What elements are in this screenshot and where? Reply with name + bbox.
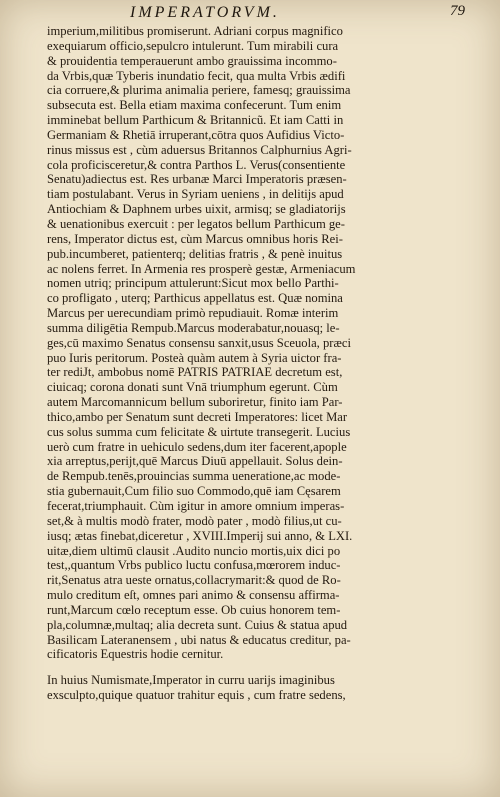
text-line: mulo creditum eſt, omnes pari animo & consensu affirma- bbox=[47, 588, 340, 603]
text-line: imperium,militibus promiserunt. Adriani corpus magnifico bbox=[47, 24, 343, 38]
text-line: runt,Marcum cœlo receptum esse. Ob cuius honorem tem- bbox=[47, 602, 341, 617]
text-line: uitæ,diem ultimū clausit .Audito nuncio mortis,uix dici po bbox=[47, 543, 341, 558]
text-line: Basilicam Lateranensem , ubi natus & educatus creditur, pa- bbox=[47, 632, 351, 647]
text-line: tiam postulabant. Verus in Syriam ueniens , in delitijs apud bbox=[47, 187, 344, 202]
running-head bbox=[0, 2, 500, 24]
text-line: nomen utriq; principum attulerunt:Sicut mox bello Parthi- bbox=[47, 276, 339, 291]
text-line: Marcus per uerecundiam primò repudiauit. Romæ interim bbox=[47, 306, 339, 321]
running-title: IMPERATORVM. bbox=[130, 4, 280, 21]
text-line: uerò cum fratre in uehiculo sedens,dum iter facerent,apople bbox=[47, 439, 347, 454]
text-line: imminebat bellum Parthicum & Britannicũ. Et iam Catti in bbox=[47, 113, 344, 128]
text-line: rens, Imperator dictus est, cùm Marcus omnibus horis Rei- bbox=[47, 231, 343, 246]
text-line: iusq; ætas finebat,diceretur , XVIII.Imperij sui anno, & LXI. bbox=[47, 528, 353, 543]
text-line: ciuicaq; corona donati sunt Vnā triumphum egerunt. Cùm bbox=[47, 380, 338, 395]
text-line: fecerat,triumphauit. Cùm igitur in amore omnium imperas- bbox=[47, 499, 345, 513]
text-line: ges,cū maximo Senatus consensu sanxit,usus Sceuola, præci bbox=[47, 335, 351, 350]
coin-paragraph bbox=[47, 673, 475, 703]
text-line: rinus missus est , cùm aduersus Britannos Calphurnius Agri- bbox=[47, 142, 352, 157]
text-line: da Vrbis,quæ Tyberis inundatio fecit, qua multa Vrbis ædifi bbox=[47, 68, 346, 83]
text-line: & prouidentia temperauerunt ambo grauissima incommo- bbox=[47, 53, 337, 68]
text-line: cus solus summa cum felicitate & uirtute transegerit. Lucius bbox=[47, 424, 351, 439]
text-line: exequiarum officio,sepulcro intulerunt. Tum mirabili cura bbox=[47, 38, 339, 53]
text-line: & uenationibus exercuit : per legatos bellum Parthicum ge- bbox=[47, 216, 345, 231]
text-line: cificatoris Equestris hodie cernitur. bbox=[47, 647, 224, 662]
text-line: thico,ambo per Senatum sunt decreti Imperatores: licet Mar bbox=[47, 409, 348, 424]
text-line: In huius Numismate,Imperator in curru uarijs imaginibus bbox=[47, 673, 335, 688]
text-line: Antiochiam & Daphnem urbes uixit, armisq; se gladiatorijs bbox=[47, 202, 346, 217]
text-line: ac nolens ferret. In Armenia res prosperè gestæ, Armeniacum bbox=[47, 261, 356, 276]
text-line: xia arreptus,perijt,quē Marcus Diuū appellauit. Solus dein- bbox=[47, 454, 343, 469]
body-text bbox=[47, 24, 475, 703]
text-line: pla,columnæ,multaq; alia decreta sunt. Cuius & statua apud bbox=[47, 617, 348, 632]
text-line: stia gubernauit,Cum filio suo Commodo,quē iam Cęsarem bbox=[47, 484, 341, 499]
page-number: 79 bbox=[450, 3, 465, 19]
text-line: test,,quantum Vrbs publico luctu confusa,mœrorem induc- bbox=[47, 558, 341, 573]
text-line: set,& à multis modò frater, modò pater , modò filius,ut cu- bbox=[47, 513, 342, 528]
text-line: rit,Senatus atra ueste ornatus,collacrymarit:& quod de Ro- bbox=[47, 573, 341, 588]
text-line: exsculpto,quique quatuor trahitur equis , cum fratre sedens, bbox=[47, 688, 346, 703]
text-line: summa diligētia Rempub.Marcus moderabatur,nouasq; le- bbox=[47, 320, 340, 335]
text-line: ter rediJt, ambobus nomē PATRIS PATRIAE decretum est, bbox=[47, 365, 343, 380]
text-line: Senatu)adiectus est. Res urbanæ Marci Imperatoris præsen- bbox=[47, 172, 347, 187]
main-paragraph bbox=[47, 24, 475, 662]
text-line: cia corruere,& plurima animalia periere, famesq; grauissima bbox=[47, 83, 351, 98]
text-line: autem Marcomannicum bellum suboriretur, finito iam Par- bbox=[47, 395, 343, 410]
text-line: de Rempub.tenēs,prouincias summa ueneratione,ac mode- bbox=[47, 469, 341, 484]
text-line: puo Iuris peritorum. Posteà quàm autem à Syria uictor fra- bbox=[47, 350, 342, 365]
text-line: Germaniam & Rhetiā irruperant,cōtra quos Aufidius Victo- bbox=[47, 127, 345, 142]
text-line: pub.incumberet, patienterq; delitias fratris , & penè inuitus bbox=[47, 246, 343, 261]
paragraph-gap bbox=[47, 662, 475, 673]
text-line: co profligato , uterq; Parthicus appellatus est. Quæ nomina bbox=[47, 291, 343, 306]
text-line: subsecuta est. Bella etiam maxima confecerunt. Tum enim bbox=[47, 98, 342, 113]
text-line: cola proficisceretur,& contra Parthos L. Verus(consentiente bbox=[47, 157, 346, 172]
